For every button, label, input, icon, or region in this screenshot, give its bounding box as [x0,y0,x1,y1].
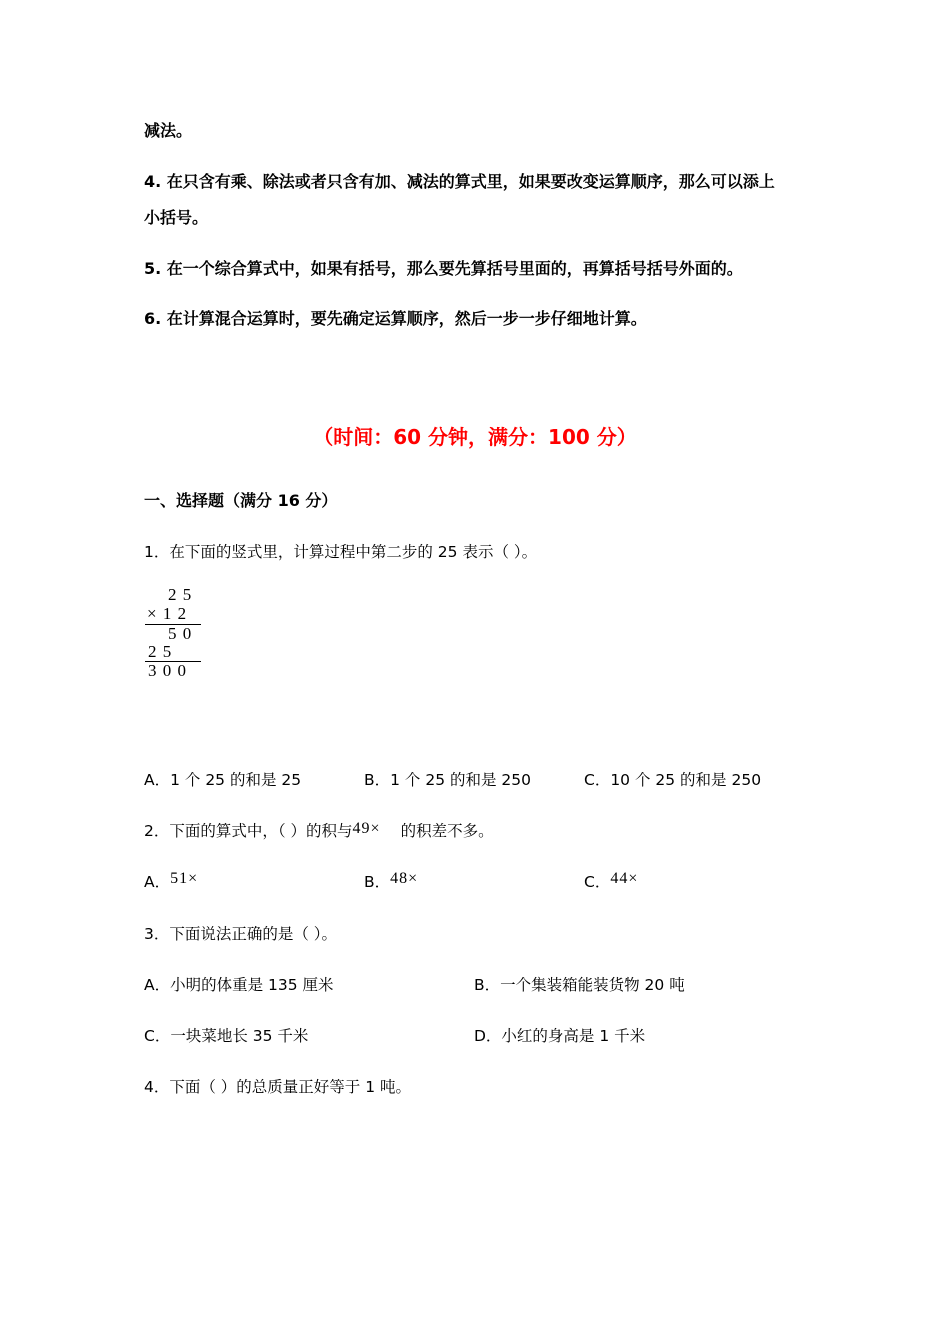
question-2-option-b-expr: 48× [390,870,419,887]
exam-title: （时间：60 分钟，满分：100 分） [313,425,637,449]
vertical-row-3: 5 0 [168,624,193,643]
intro-item-4-line-1: 4. 在只含有乘、除法或者只含有加、减法的算式里，如果要改变运算顺序，那么可以添上 [144,172,775,191]
question-1-option-b: B．1 个 25 的和是 250 [364,771,532,789]
question-3-option-a: A．小明的体重是 135 厘米 [144,976,334,994]
question-3-option-c: C．一块菜地长 35 千米 [144,1027,309,1045]
question-3-text: 3．下面说法正确的是（ ）。 [144,925,338,943]
section-1-heading: 一、选择题（满分 16 分） [144,491,338,510]
question-3-option-d: D．小红的身高是 1 千米 [474,1027,646,1045]
question-2-option-a [144,870,198,892]
question-2-expr: 49× [352,820,381,837]
question-2-option-c-expr: 44× [610,870,639,887]
question-2-option-b-label: B． [364,873,391,891]
question-2-option-a-label: A． [144,873,171,891]
question-2-option-b [364,870,418,892]
vertical-row-4: 2 5 [148,642,173,661]
intro-item-5: 5. 在一个综合算式中，如果有括号，那么要先算括号里面的，再算括号括号外面的。 [144,259,743,278]
vertical-row-5: 3 0 0 [148,661,187,680]
intro-item-6: 6. 在计算混合运算时，要先确定运算顺序，然后一步一步仔细地计算。 [144,309,647,328]
question-1-text: 1．在下面的竖式里，计算过程中第二步的 25 表示（ ）。 [144,543,538,561]
question-2-text [144,819,494,841]
question-2-option-c-label: C． [584,873,611,891]
question-4-text: 4．下面（ ）的总质量正好等于 1 吨。 [144,1078,412,1096]
question-2-text-before: 2．下面的算式中，（ ）的积与 [144,822,353,840]
question-1-option-a: A．1 个 25 的和是 25 [144,771,302,789]
intro-item-4-line-2: 小括号。 [144,208,209,227]
question-2-option-c [584,870,638,892]
intro-line-0: 减法。 [144,121,193,140]
question-2-option-a-expr: 51× [170,870,199,887]
vertical-row-1: 2 5 [168,585,193,604]
vertical-row-2: × 1 2 [147,604,188,623]
question-3-option-b: B．一个集装箱能装货物 20 吨 [474,976,685,994]
question-2-text-after: 的积差不多。 [400,822,494,840]
question-1-option-c: C．10 个 25 的和是 250 [584,771,762,789]
